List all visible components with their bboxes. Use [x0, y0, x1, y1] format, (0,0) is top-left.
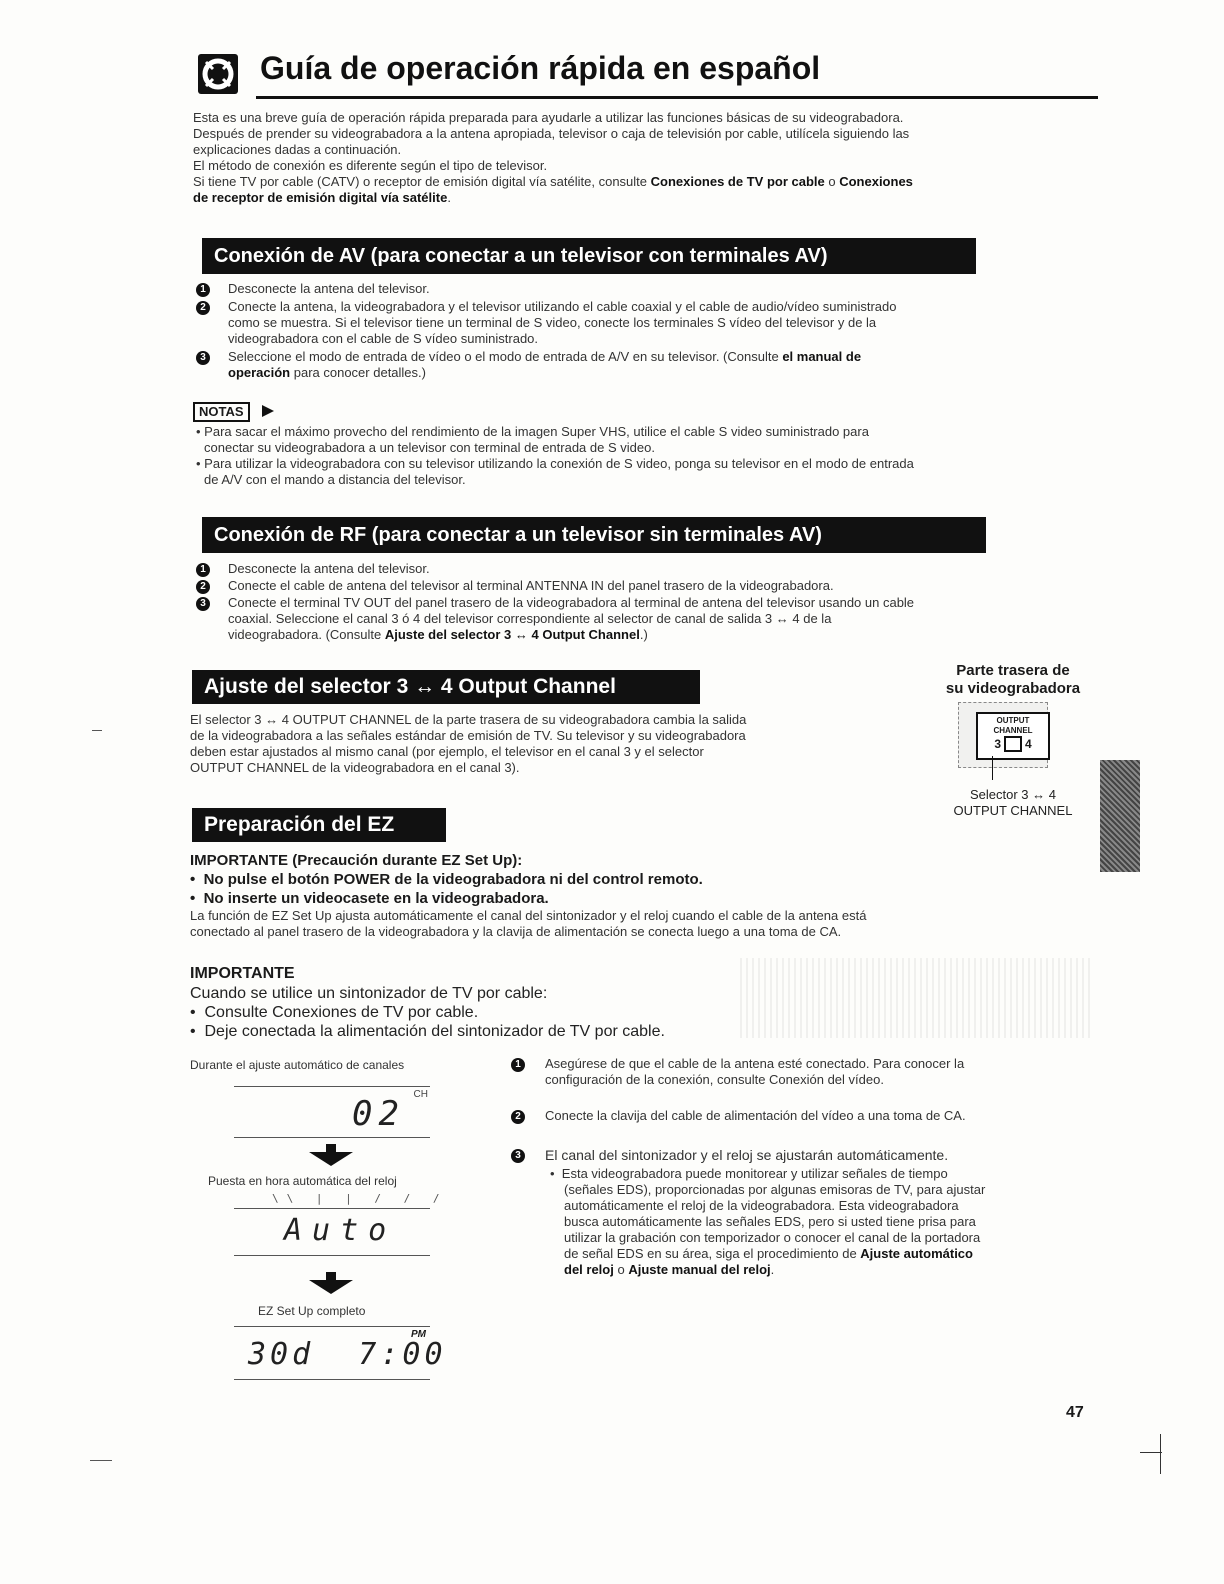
selector-text: El selector 3 ↔ 4 OUTPUT CHANNEL de la parte trasera de su videograbadora cambia la salida de la videograbadora a las señales estándar de emisión de TV. Su televisor y su videograbadora deben estar ajustados al mismo canal (por ejemplo, el televisor en el canal 3 y el selector OUTPUT CHANNEL de la videograbadora en el canal 3). [190, 712, 747, 775]
step-number-icon: 2 [196, 301, 210, 315]
ez-text: La función de EZ Set Up ajusta automáticamente el canal del sintonizador y el reloj cuando el cable de la antena está conectado al panel trasero de la videograbadora y la clavija de alimentación se conecta luego a una toma de CA. [190, 908, 867, 939]
step-number-icon: 1 [196, 563, 210, 577]
section-heading-ez: Preparación del EZ [192, 808, 446, 842]
title-underline [256, 96, 1098, 99]
arrow-down-icon [309, 1152, 353, 1166]
crop-mark [90, 1460, 112, 1461]
av-notes: • Para sacar el máximo provecho del rendimiento de la imagen Super VHS, utilice el cable S video suministrado para conectar su videograbadora a un televisor con terminal de entrada de S video. • Para utilizar la videograbadora con su televisor utilizando la conexión de S video, ponga su televisor en el modo de entrada de A/V con el mando a distancia del televisor. [196, 424, 1098, 488]
lcd3-caption: EZ Set Up completo [258, 1304, 366, 1318]
list-item: • Consulte Conexiones de TV por cable. [190, 1004, 479, 1021]
life-buoy-icon [198, 54, 238, 94]
step-number-icon: 1 [511, 1058, 525, 1072]
crop-mark [1140, 1452, 1162, 1453]
step-number-icon: 3 [196, 597, 210, 611]
list-item: • Para utilizar la videograbadora con su televisor utilizando la conexión de S video, ponga su televisor en el modo de entrada [196, 456, 914, 471]
ez-bullet-2: • No inserte un videocasete en la videograbadora. [190, 890, 549, 907]
ez-step-3: El canal del sintonizador y el reloj se ajustarán automáticamente. [545, 1147, 949, 1163]
ez-step-1: Asegúrese de que el cable de la antena esté conectado. Para conocer la configuración de la conexión, consulte Conexión del vídeo. [545, 1056, 965, 1087]
step-number-icon: 3 [511, 1149, 525, 1163]
section-tab-marker [1100, 760, 1140, 872]
intro-paragraph [193, 110, 1103, 206]
scan-noise [740, 958, 1092, 1038]
lcd2-caption: Puesta en hora automática del reloj [208, 1174, 397, 1188]
rf-step-1: Desconecte la antena del televisor. [228, 561, 430, 576]
cable-note: Cuando se utilice un sintonizador de TV por cable: • Consulte Conexiones de TV por cable. • Deje conectada la alimentación del sintonizador de TV por cable. [190, 985, 665, 1040]
notes-label: NOTAS [193, 402, 250, 422]
av-step-3: Seleccione el modo de entrada de vídeo o el modo de entrada de A/V en su televisor. (Consulte el manual de operación para conocer detalles.) [228, 349, 862, 380]
crop-mark [1160, 1434, 1161, 1474]
ez-step-2: Conecte la clavija del cable de alimentación del vídeo a una toma de CA. [545, 1108, 966, 1123]
ez-bullet-1: • No pulse el botón POWER de la videograbadora ni del control remoto. [190, 871, 703, 888]
lcd1-caption: Durante el ajuste automático de canales [190, 1058, 405, 1072]
arrow-right-icon [262, 405, 274, 417]
ez-step-3-detail: • Esta videograbadora puede monitorear y utilizar señales de tiempo (señales EDS), proporcionadas por algunas emisoras de TV, para ajustar automáticamente el reloj de la videograbadora. Esta videograbadora busca automáticamente las señales EDS, pero si usted tiene prisa para utilizar la grabación con temporizador o conocer el canal de la portadora de señal EDS en su área, siga el procedimiento de Ajuste automático del reloj o Ajuste manual del reloj. [550, 1166, 986, 1277]
list-item: • Para sacar el máximo provecho del rendimiento de la imagen Super VHS, utilice el cable S video suministrado para [196, 424, 869, 439]
section-heading-rf: Conexión de RF (para conectar a un televisor sin terminales AV) [202, 517, 986, 553]
important-heading: IMPORTANTE [190, 965, 295, 982]
intro-line: explicaciones dadas a continuación. [193, 142, 402, 157]
lcd-blink-marks: \\ | | / / / [272, 1192, 448, 1205]
arrow-down-icon [326, 1272, 336, 1280]
intro-line: Después de prender su videograbadora a la antena apropiada, televisor o caja de televisión por cable, utilícela siguiendo las [193, 126, 910, 141]
page-title: Guía de operación rápida en español [260, 50, 821, 86]
intro-line: de receptor de emisión digital vía satélite. [193, 190, 451, 205]
rf-step-3: Conecte el terminal TV OUT del panel trasero de la videograbadora al terminal de antena del televisor usando un cable coaxial. Seleccione el canal 3 ó 4 del televisor correspondiente al selector de canal de salida 3 ↔ 4 de la videograbadora. (Consulte Ajuste del selector 3 ↔ 4 Output Channel.) [228, 595, 915, 642]
section-heading-selector: Ajuste del selector 3 ↔ 4 Output Channel [192, 670, 700, 704]
ez-important-title: IMPORTANTE (Precaución durante EZ Set Up): [190, 852, 523, 869]
step-number-icon: 1 [196, 283, 210, 297]
arrow-down-icon [309, 1280, 353, 1294]
rf-step-2: Conecte el cable de antena del televisor al terminal ANTENNA IN del panel trasero de la videograbadora. [228, 578, 834, 593]
lcd-display-auto: Auto [234, 1208, 430, 1256]
arrow-down-icon [326, 1144, 336, 1152]
intro-line: Esta es una breve guía de operación rápida preparada para ayudarle a utilizar las funciones básicas de su videograbadora. [193, 110, 904, 125]
section-heading-av: Conexión de AV (para conectar a un televisor con terminales AV) [202, 238, 976, 274]
intro-line: Si tiene TV por cable (CATV) o receptor de emisión digital vía satélite, consulte Conexiones de TV por cable o Conexiones [193, 174, 913, 189]
step-number-icon: 2 [196, 580, 210, 594]
selector-caption: Selector 3 ↔ 4 OUTPUT CHANNEL [953, 787, 1073, 818]
page-number: 47 [1066, 1404, 1084, 1421]
crop-mark [92, 730, 102, 731]
step-number-icon: 3 [196, 351, 210, 365]
av-step-1: Desconecte la antena del televisor. [228, 281, 430, 296]
output-channel-panel: OUTPUT CHANNEL 3 4 [976, 712, 1050, 760]
step-number-icon: 2 [511, 1110, 525, 1124]
intro-line: El método de conexión es diferente según el tipo de televisor. [193, 158, 548, 173]
list-item: • Deje conectada la alimentación del sintonizador de TV por cable. [190, 1023, 665, 1040]
channel-switch [1004, 736, 1022, 752]
leader-line [992, 756, 993, 780]
av-step-2: Conecte la antena, la videograbadora y el televisor utilizando el cable coaxial y el cable de audio/vídeo suministrado como se muestra. Si el televisor tiene un terminal de S video, conecte los terminales S vídeo del televisor y de la videograbadora con el cable de S vídeo suministrado. [228, 299, 897, 346]
lcd-display-channel: CH 02 [234, 1086, 430, 1138]
rear-panel-title: Parte trasera de su videograbadora [945, 662, 1081, 697]
lcd-display-clock: PM 30d 7:00 [234, 1326, 430, 1380]
